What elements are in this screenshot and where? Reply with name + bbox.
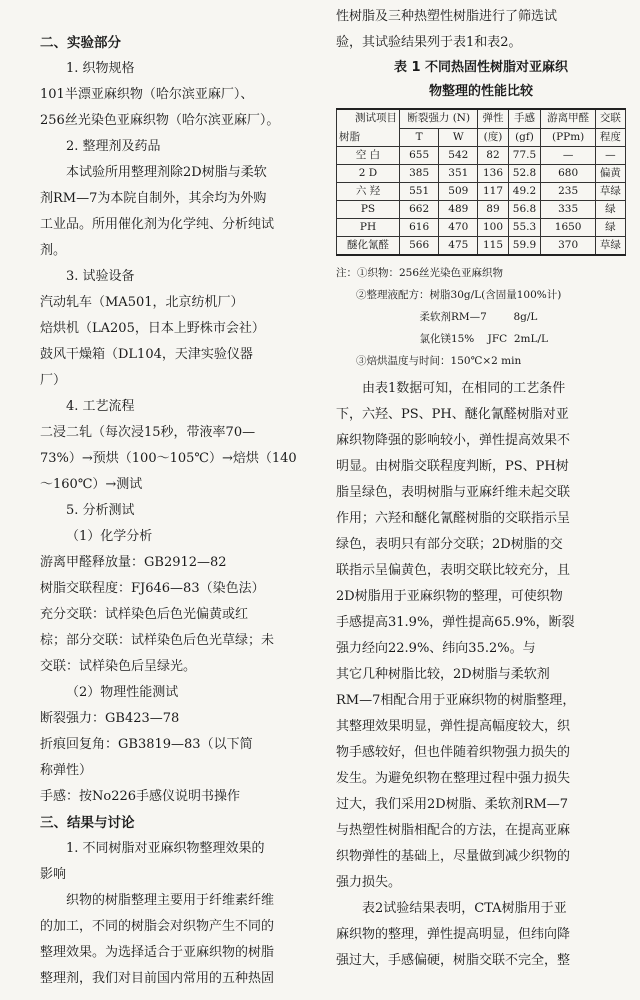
text-line: 厂）	[40, 373, 67, 388]
left-column	[40, 30, 318, 992]
table-row	[337, 165, 626, 183]
text-line: 整理剂，我们对目前国内常用的五种热固	[40, 971, 275, 986]
table-row	[337, 147, 626, 165]
text-line: 交联：试样染色后呈绿光。	[40, 659, 197, 674]
right-top-text	[336, 4, 626, 56]
text-line: 联指示呈偏黄色，表明交联比较充分，且	[336, 563, 571, 578]
text-line: 麻织物的整理，弹性提高明显，但纬向降	[336, 927, 571, 942]
text-line: 验，其试验结果列于表1和表2。	[336, 35, 522, 50]
table-cell: 52.8	[508, 165, 541, 183]
text-line: 二浸二轧（每次浸15秒，带液率70—	[40, 425, 256, 440]
table-cell: 551	[400, 183, 439, 201]
text-line: 过大，我们采用2D树脂、柔软剂RM—7	[336, 797, 569, 812]
text-line: 树脂交联程度：FJ646—83（染色法）	[40, 581, 265, 596]
text-line: 的加工，不同的树脂会对织物产生不同的	[40, 919, 275, 934]
text-line: 1. 织物规格	[66, 61, 135, 76]
text-line: ～160℃）→测试	[40, 477, 143, 492]
text-line: 101半漂亚麻织物（哈尔滨亚麻厂）、	[40, 87, 254, 102]
table-cell: 49.2	[508, 183, 541, 201]
note-line: ③焙烘温度与时间：150℃×2 min	[336, 355, 522, 367]
row-label: 2 D	[337, 165, 400, 183]
text-line: 73%）→预烘（100～105℃）→焙烘（140	[40, 451, 297, 466]
table-cell: 616	[400, 219, 439, 237]
col-header-formaldehyde: 游离甲醛	[541, 109, 595, 128]
text-line: 作用；六羟和醚化氰醛树脂的交联指示呈	[336, 511, 571, 526]
right-body-text	[336, 376, 626, 974]
text-line: 其它几种树脂比较，2D树脂与柔软剂	[336, 667, 550, 682]
table-caption	[336, 56, 626, 104]
table-cell: 136	[478, 165, 508, 183]
text-line: 麻织物降强的影响较小，弹性提高效果不	[336, 433, 571, 448]
table-cell: 566	[400, 237, 439, 256]
table-cell: 470	[439, 219, 478, 237]
text-line: 2. 整理剂及药品	[66, 139, 161, 154]
table-cell: 草绿	[595, 237, 625, 256]
table-cell: 385	[400, 165, 439, 183]
subheader-gf: (gf)	[508, 128, 541, 147]
table-cell: 77.5	[508, 147, 541, 165]
note-line: 氯化镁15% JFC 2mL/L	[336, 333, 548, 345]
table-cell: —	[541, 147, 595, 165]
text-line: 称弹性）	[40, 763, 93, 778]
row-label: 醚化氰醛	[337, 237, 400, 256]
text-line: 2D树脂用于亚麻织物的整理，可使织物	[336, 589, 563, 604]
col-header-strength: 断裂强力 (N)	[400, 109, 478, 128]
text-line: 其整理效果明显，弹性提高幅度较大，织	[336, 719, 571, 734]
text-line: 手感提高31.9%，弹性提高65.9%，断裂	[336, 615, 575, 630]
table-cell: 370	[541, 237, 595, 256]
section-heading: 三、结果与讨论	[40, 815, 135, 831]
subheader-t: T	[400, 128, 439, 147]
text-line: （1）化学分析	[66, 529, 153, 544]
table-cell: 509	[439, 183, 478, 201]
table-cell: —	[595, 147, 625, 165]
text-line: 由表1数据可知，在相同的工艺条件	[362, 381, 566, 396]
table-cell: 475	[439, 237, 478, 256]
text-line: 表2试验结果表明，CTA树脂用于亚	[362, 901, 567, 916]
text-line: 5. 分析测试	[66, 503, 135, 518]
text-line: 强过大，手感偏硬，树脂交联不完全，整	[336, 953, 571, 968]
text-line: 下，六羟、PS、PH、醚化氰醛树脂对亚	[336, 407, 569, 422]
text-line: 本试验所用整理剂除2D树脂与柔软	[66, 165, 267, 180]
text-line: 汽动轧车（MA501，北京纺机厂）	[40, 295, 244, 310]
table-cell: 偏黄	[595, 165, 625, 183]
table-row	[337, 183, 626, 201]
table-diagonal-header	[337, 109, 400, 147]
table-cell: 662	[400, 201, 439, 219]
text-line: 物手感较好，但也伴随着织物强力损失的	[336, 745, 571, 760]
text-line: 游离甲醛释放量：GB2912—82	[40, 555, 227, 570]
text-line: 织物的树脂整理主要用于纤维素纤维	[66, 893, 275, 908]
text-line: 整理效果。为选择适合于亚麻织物的树脂	[40, 945, 275, 960]
text-line: （2）物理性能测试	[66, 685, 179, 700]
subheader-ppm: (PPm)	[541, 128, 595, 147]
table-cell: 89	[478, 201, 508, 219]
text-line: 3. 试验设备	[66, 269, 135, 284]
table-cell: 115	[478, 237, 508, 256]
table-cell: 59.9	[508, 237, 541, 256]
table-cell: 542	[439, 147, 478, 165]
table-cell: 56.8	[508, 201, 541, 219]
note-line: 注：①织物：256丝光染色亚麻织物	[336, 267, 504, 279]
table-cell: 335	[541, 201, 595, 219]
table-cell: 绿	[595, 219, 625, 237]
text-line: 强力损失。	[336, 875, 402, 890]
text-line: 4. 工艺流程	[66, 399, 135, 414]
text-line: 手感：按No226手感仪说明书操作	[40, 789, 241, 804]
section-heading: 二、实验部分	[40, 35, 121, 51]
table-row	[337, 237, 626, 256]
row-label: 空 白	[337, 147, 400, 165]
text-line: 绿色，表明只有部分交联；2D树脂的交	[336, 537, 563, 552]
text-line: 脂呈绿色，表明树脂与亚麻纤维未起交联	[336, 485, 571, 500]
table-cell: 655	[400, 147, 439, 165]
text-line: RM—7相配合用于亚麻织物的树脂整理，	[336, 693, 576, 708]
table-row	[337, 219, 626, 237]
table-caption-line: 表 1 不同热固性树脂对亚麻织	[393, 60, 569, 75]
note-line: 柔软剂RM—7 8g/L	[336, 311, 538, 323]
text-line: 剂RM—7为本院自制外，其余均为外购	[40, 191, 267, 206]
text-line: 充分交联：试样染色后色光偏黄或红	[40, 607, 249, 622]
subheader-degree-2: 程度	[595, 128, 625, 147]
note-line: ②整理液配方：树脂30g/L(含固量100%计)	[336, 289, 562, 301]
text-line: 断裂强力：GB423—78	[40, 711, 180, 726]
text-line: 与热塑性树脂相配合的方法，在提高亚麻	[336, 823, 571, 838]
table-cell: 351	[439, 165, 478, 183]
text-line: 鼓风干燥箱（DL104，天津实验仪器	[40, 347, 253, 362]
text-line: 256丝光染色亚麻织物（哈尔滨亚麻厂）。	[40, 113, 280, 128]
text-line: 强力经向22.9%、纬向35.2%。与	[336, 641, 536, 656]
text-line: 棕；部分交联：试样染色后色光草绿；未	[40, 633, 275, 648]
text-line: 1. 不同树脂对亚麻织物整理效果的	[66, 841, 265, 856]
table-1	[336, 108, 626, 256]
text-line: 影响	[40, 867, 67, 882]
text-line: 焙烘机（LA205，日本上野株市会社）	[40, 321, 265, 336]
table-notes	[336, 262, 626, 372]
table-cell: 55.3	[508, 219, 541, 237]
row-label: 六 羟	[337, 183, 400, 201]
text-line: 性树脂及三种热塑性树脂进行了筛选试	[336, 9, 558, 24]
table-cell: 草绿	[595, 183, 625, 201]
table-cell: 117	[478, 183, 508, 201]
table-cell: 680	[541, 165, 595, 183]
row-label: PS	[337, 201, 400, 219]
text-line: 织物弹性的基础上，尽量做到减少织物的	[336, 849, 571, 864]
text-line: 明显。由树脂交联程度判断，PS、PH树	[336, 459, 569, 474]
col-header-elastic: 弹性	[478, 109, 508, 128]
row-label: PH	[337, 219, 400, 237]
text-line: 发生。为避免织物在整理过程中强力损失	[336, 771, 571, 786]
table-cell: 82	[478, 147, 508, 165]
table-cell: 绿	[595, 201, 625, 219]
diag-top-label: 测试项目	[355, 112, 397, 124]
subheader-degree: (度)	[478, 128, 508, 147]
diag-bottom-label: 树脂	[339, 131, 360, 143]
table-caption-line: 物整理的性能比较	[428, 84, 533, 99]
col-header-hand: 手感	[508, 109, 541, 128]
table-cell: 1650	[541, 219, 595, 237]
text-line: 工业品。所用催化剂为化学纯、分析纯试	[40, 217, 275, 232]
right-column	[336, 4, 626, 974]
text-line: 折痕回复角：GB3819—83（以下简	[40, 737, 253, 752]
table-cell: 489	[439, 201, 478, 219]
table-row	[337, 201, 626, 219]
text-line: 剂。	[40, 243, 67, 258]
table-cell: 100	[478, 219, 508, 237]
subheader-w: W	[439, 128, 478, 147]
table-cell: 235	[541, 183, 595, 201]
col-header-crosslink: 交联	[595, 109, 625, 128]
